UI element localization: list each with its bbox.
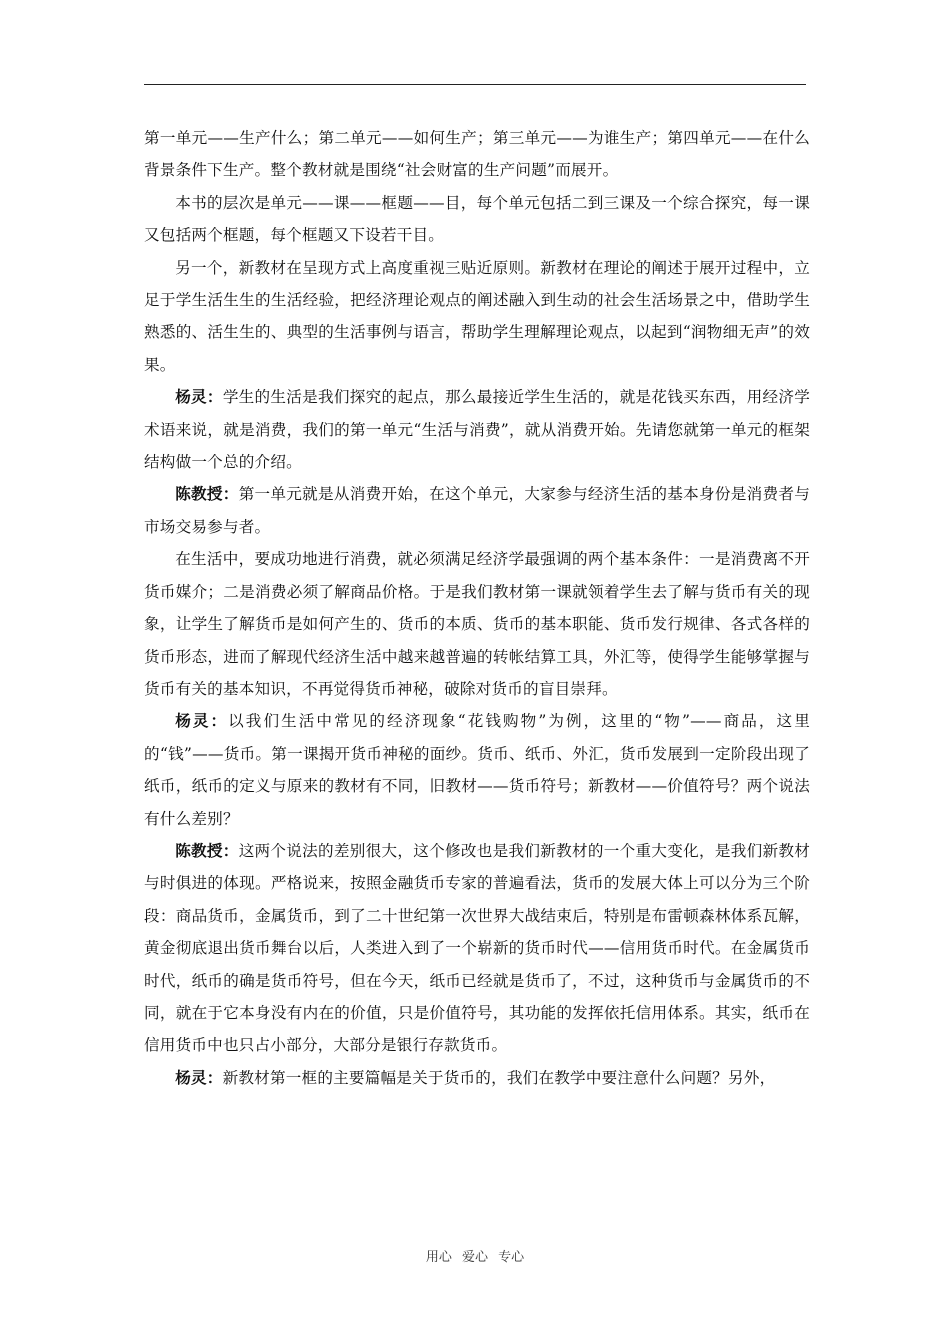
paragraph-text: 本书的层次是单元——课——框题——目，每个单元包括二到三课及一个综合探究，每一课又包括两个框题，每个框题又下设若干目。 <box>144 193 810 245</box>
paragraph-5 <box>144 478 810 543</box>
paragraph-6 <box>144 543 810 705</box>
paragraph-text: 另一个，新教材在呈现方式上高度重视三贴近原则。新教材在理论的阐述于展开过程中，立足于学生活生生的生活经验，把经济理论观点的阐述融入到生动的社会生活场景之中，借助学生熟悉的、活生生的、典型的生活事例与语言，帮助学生理解理论观点，以起到“润物细无声”的效果。 <box>144 258 810 374</box>
paragraph-3 <box>144 252 810 382</box>
speaker-label: 杨灵： <box>175 711 229 731</box>
paragraph-text: 学生的生活是我们探究的起点，那么最接近学生生活的，就是花钱买东西，用经济学术语来说，就是消费，我们的第一单元“生活与消费”，就从消费开始。先请您就第一单元的框架结构做一个总的介绍。 <box>144 388 810 472</box>
paragraph-2 <box>144 187 810 252</box>
paragraph-4 <box>144 381 810 478</box>
paragraph-7 <box>144 705 810 835</box>
paragraph-text: 这两个说法的差别很大，这个修改也是我们新教材的一个重大变化，是我们新教材与时俱进的体现。严格说来，按照金融货币专家的普遍看法，货币的发展大体上可以分为三个阶段：商品货币，金属货币，到了二十世纪第一次世界大战结束后，特别是布雷顿森林体系瓦解，黄金彻底退出货币舞台以后，人类进入到了一个崭新的货币时代——信用货币时代。在金属货币时代，纸币的确是货币符号，但在今天，纸币已经就是货币了，不过，这种货币与金属货币的不同，就在于它本身没有内在的价值，只是价值符号，其功能的发挥依托信用体系。其实，纸币在信用货币中也只占小部分，大部分是银行存款货币。 <box>144 841 810 1055</box>
speaker-label: 陈教授： <box>175 840 239 860</box>
body-text <box>144 122 810 1094</box>
paragraph-text: 第一单元——生产什么；第二单元——如何生产；第三单元——为谁生产；第四单元——在什么背景条件下生产。整个教材就是围绕“社会财富的生产问题”而展开。 <box>144 129 810 180</box>
speaker-label: 杨灵： <box>175 1067 223 1087</box>
header-rule <box>144 84 806 85</box>
paragraph-text: 以我们生活中常见的经济现象“花钱购物”为例，这里的“物”——商品，这里的“钱”——货币。第一课揭开货币神秘的面纱。货币、纸币、外汇，货币发展到一定阶段出现了纸币，纸币的定义与原来的教材有不同，旧教材——货币符号；新教材——价值符号？两个说法有什么差别？ <box>144 712 810 828</box>
paragraph-text: 在生活中，要成功地进行消费，就必须满足经济学最强调的两个基本条件：一是消费离不开货币媒介；二是消费必须了解商品价格。于是我们教材第一课就领着学生去了解与货币有关的现象，让学生了解货币是如何产生的、货币的本质、货币的基本职能、货币发行规律、各式各样的货币形态，进而了解现代经济生活中越来越普遍的转帐结算工具，外汇等，使得学生能够掌握与货币有关的基本知识，不再觉得货币神秘，破除对货币的盲目崇拜。 <box>144 550 810 698</box>
paragraph-9 <box>144 1062 810 1094</box>
speaker-label: 陈教授： <box>175 484 239 504</box>
page-footer: 用心 爱心 专心 <box>425 1250 525 1265</box>
paragraph-text: 新教材第一框的主要篇幅是关于货币的，我们在教学中要注意什么问题？另外， <box>222 1068 776 1087</box>
paragraph-8 <box>144 835 810 1062</box>
speaker-label: 杨灵： <box>175 387 223 407</box>
paragraph-1 <box>144 122 810 187</box>
paragraph-text: 第一单元就是从消费开始，在这个单元，大家参与经济生活的基本身份是消费者与市场交易参与者。 <box>144 485 810 536</box>
